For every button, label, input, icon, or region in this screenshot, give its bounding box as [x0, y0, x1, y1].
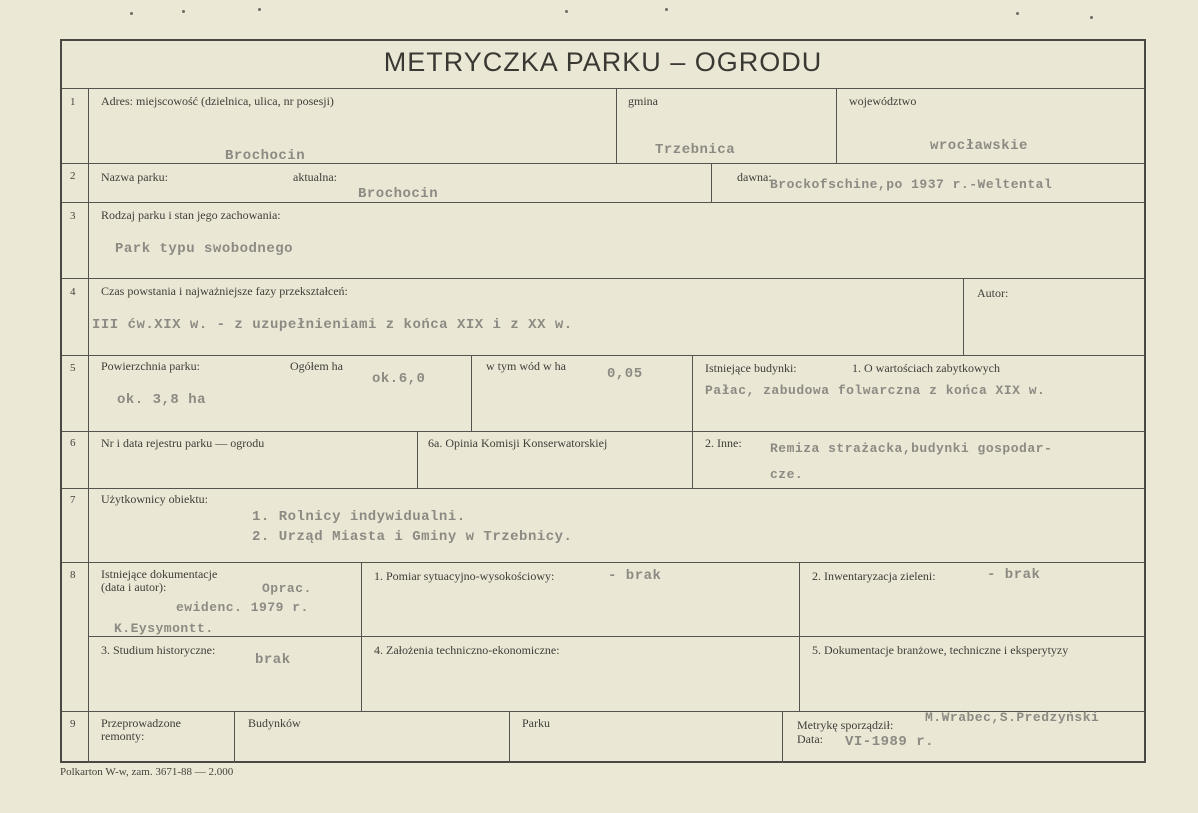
date-value: VI-1989 r.: [845, 734, 935, 750]
number-column-divider: [88, 88, 89, 763]
gmina-label: gmina: [628, 94, 658, 108]
users-label: Użytkownicy obiektu:: [101, 492, 208, 506]
area-value: ok. 3,8 ha: [117, 392, 207, 408]
other-buildings-label: 2. Inne:: [705, 436, 742, 450]
buildings-repairs-label: Budynków: [248, 716, 301, 730]
prepared-by-label: Metrykę sporządził:: [797, 718, 894, 732]
punch-mark: [565, 10, 568, 13]
greenery-inventory-label: 2. Inwentaryzacja zieleni:: [812, 569, 936, 583]
cell-divider: [963, 278, 964, 355]
row-number: 2: [70, 170, 76, 182]
survey-value: - brak: [608, 568, 662, 584]
row-divider: [62, 278, 1144, 279]
row-divider: [62, 488, 1144, 489]
park-type-value: Park typu swobodnego: [115, 241, 294, 257]
users-value-1: 1. Rolnicy indywidualni.: [252, 509, 466, 525]
commission-opinion-label: 6a. Opinia Komisji Konserwatorskiej: [428, 436, 608, 450]
row-divider: [62, 355, 1144, 356]
printer-imprint: Polkarton W-w, zam. 3671-88 — 2.000: [60, 766, 234, 778]
row-number: 7: [70, 494, 76, 506]
history-phases-value: III ćw.XIX w. - z uzupełnieniami z końca XIX i z XX w.: [92, 317, 573, 333]
cell-divider: [234, 711, 235, 763]
punch-mark: [1016, 12, 1019, 15]
former-name-value: Brockofschine,po 1937 r.-Weltental: [770, 177, 1053, 192]
current-name-value: Brochocin: [358, 186, 439, 202]
water-area-value: 0,05: [607, 366, 643, 382]
cell-divider: [361, 562, 362, 711]
cell-divider: [782, 711, 783, 763]
punch-mark: [258, 8, 261, 11]
register-label: Nr i data rejestru parku — ogrodu: [101, 436, 265, 450]
former-name-label: dawna:: [737, 170, 772, 184]
park-repairs-label: Parku: [522, 716, 550, 730]
gmina-value: Trzebnica: [655, 142, 736, 158]
documentation-value-cont: ewidenc. 1979 r.: [176, 600, 309, 615]
other-buildings-value-cont: cze.: [770, 467, 804, 482]
documentation-author-value: K.Eysymontt.: [114, 621, 214, 636]
survey-label: 1. Pomiar sytuacyjno-wysokościowy:: [374, 569, 555, 583]
users-value-2: 2. Urząd Miasta i Gminy w Trzebnicy.: [252, 529, 573, 545]
total-area-value: ok.6,0: [372, 371, 426, 387]
row-number: 4: [70, 286, 76, 298]
monument-buildings-label: 1. O wartościach zabytkowych: [852, 361, 1000, 375]
documentation-label-cont: (data i autor):: [101, 580, 167, 594]
repairs-label-cont: remonty:: [101, 729, 145, 743]
address-label: Adres: miejscowość (dzielnica, ulica, nr posesji): [101, 94, 334, 108]
historical-study-label: 3. Studium historyczne:: [101, 643, 216, 657]
cell-divider: [471, 355, 472, 431]
date-label: Data:: [797, 732, 823, 746]
repairs-label: Przeprowadzone: [101, 716, 181, 730]
form-title: METRYCZKA PARKU – OGRODU: [383, 47, 823, 77]
address-value: Brochocin: [225, 148, 306, 164]
cell-divider: [711, 163, 712, 202]
row-divider: [62, 431, 1144, 432]
row-number: 3: [70, 210, 76, 222]
punch-mark: [182, 10, 185, 13]
history-phases-label: Czas powstania i najważniejsze fazy przekształceń:: [101, 284, 348, 298]
park-type-label: Rodzaj parku i stan jego zachowania:: [101, 208, 281, 222]
cell-divider: [692, 355, 693, 488]
author-label: Autor:: [977, 286, 1009, 300]
punch-mark: [665, 8, 668, 11]
documentation-value: Oprac.: [262, 581, 312, 596]
other-buildings-value: Remiza strażacka,budynki gospodar-: [770, 441, 1053, 456]
historical-study-value: brak: [255, 652, 291, 668]
buildings-label: Istniejące budynki:: [705, 361, 797, 375]
park-name-label: Nazwa parku:: [101, 170, 168, 184]
row-number: 8: [70, 569, 76, 581]
punch-mark: [1090, 16, 1093, 19]
prepared-by-value: M.Wrabec,S.Predzyński: [925, 710, 1100, 725]
row-number: 6: [70, 437, 76, 449]
cell-divider: [616, 88, 617, 163]
water-area-label: w tym wód w ha: [486, 359, 566, 373]
row-number: 9: [70, 718, 76, 730]
row-divider: [62, 562, 1144, 563]
wojewodztwo-label: województwo: [849, 94, 917, 108]
row-number: 1: [70, 96, 76, 108]
row-number: 5: [70, 362, 76, 374]
current-name-label: aktualna:: [293, 170, 337, 184]
row-divider: [62, 88, 1144, 89]
monument-buildings-value: Pałac, zabudowa folwarczna z końca XIX w.: [705, 383, 1046, 398]
greenery-inventory-value: - brak: [987, 567, 1041, 583]
documentation-label: Istniejące dokumentacje: [101, 567, 218, 581]
cell-divider: [417, 431, 418, 488]
punch-mark: [130, 12, 133, 15]
cell-divider: [799, 562, 800, 711]
row-divider: [62, 202, 1144, 203]
cell-divider: [509, 711, 510, 763]
technical-economic-label: 4. Założenia techniczno-ekonomiczne:: [374, 643, 560, 657]
row-divider: [88, 636, 1144, 637]
area-label: Powierzchnia parku:: [101, 359, 200, 373]
branch-documentation-label: 5. Dokumentacje branżowe, techniczne i eksperytyzy: [812, 643, 1069, 657]
cell-divider: [836, 88, 837, 163]
total-area-label: Ogółem ha: [290, 359, 343, 373]
wojewodztwo-value: wrocławskie: [930, 138, 1028, 154]
